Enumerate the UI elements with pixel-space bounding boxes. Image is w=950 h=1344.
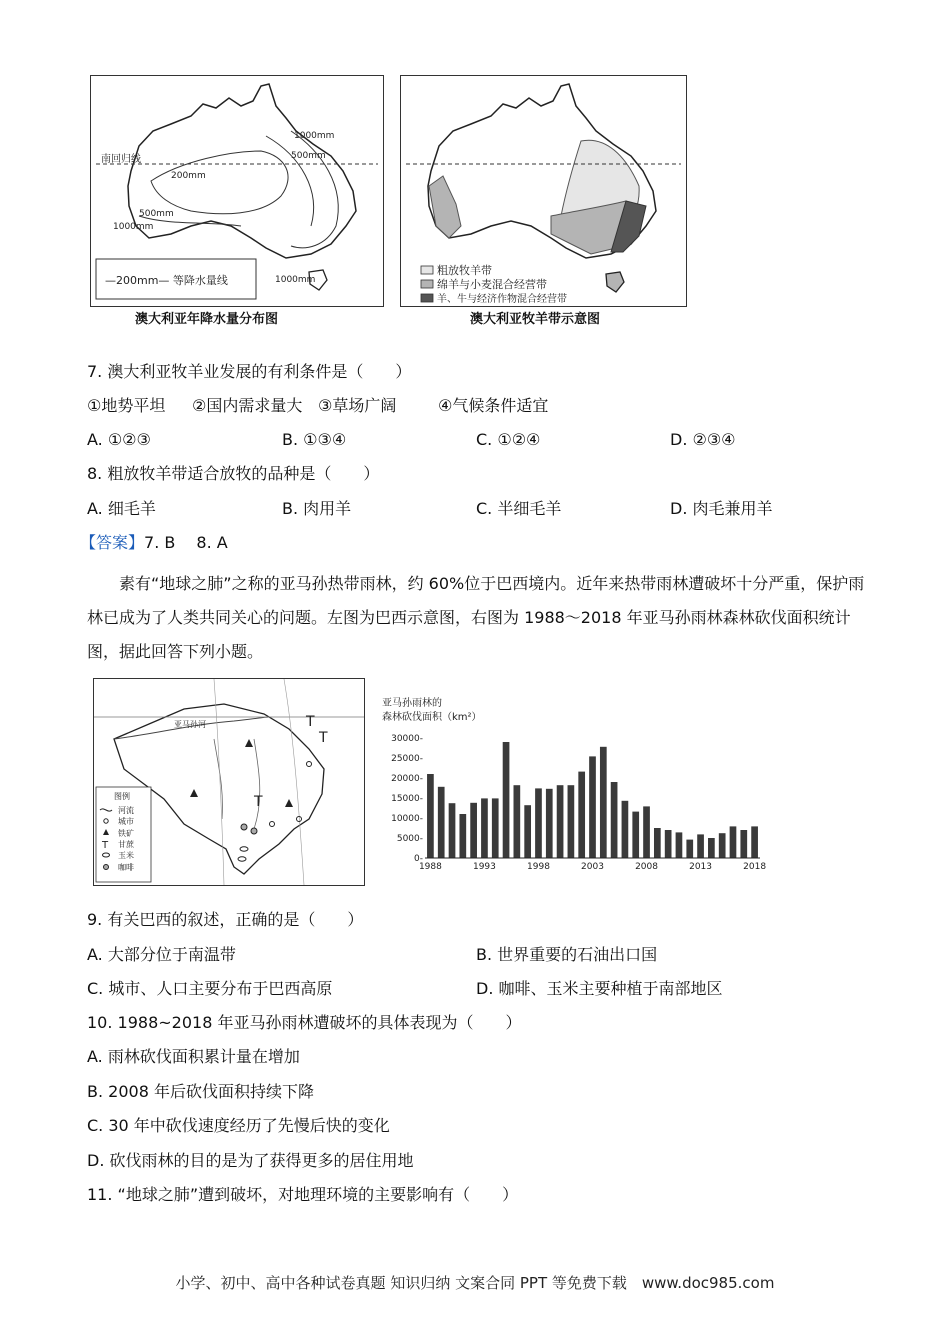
q10-option-c[interactable]: C. 30 年中砍伐速度经历了先慢后快的变化 xyxy=(87,1116,390,1135)
x-tick-label: 2008 xyxy=(635,862,658,872)
y-tick-label: 15000- xyxy=(391,794,423,804)
bar-2002 xyxy=(578,772,585,858)
bar-1991 xyxy=(459,814,466,858)
bar-2013 xyxy=(697,834,704,858)
brazil-map-svg xyxy=(94,679,364,885)
australia-sheep-caption: 澳大利亚牧羊带示意图 xyxy=(470,312,601,327)
q7-item: ③草场广阔 xyxy=(318,396,397,415)
bar-1998 xyxy=(535,788,542,858)
bar-1988 xyxy=(427,774,434,858)
q7-item: ②国内需求量大 xyxy=(192,396,303,415)
legend-swatch xyxy=(421,266,433,274)
q7-option-b[interactable]: B. ①③④ xyxy=(282,430,347,449)
sheep-legend-label: 羊、牛与经济作物混合经营带 xyxy=(437,294,567,305)
bar-2003 xyxy=(589,756,596,858)
brazil-legend-item: 铁矿 xyxy=(118,829,134,838)
sugarcane-icon: T xyxy=(319,730,328,746)
q9-option-d[interactable]: D. 咖啡、玉米主要种植于南部地区 xyxy=(476,979,723,998)
australia-rainfall-caption: 澳大利亚年降水量分布图 xyxy=(135,312,279,327)
iso-label: 1000mm xyxy=(275,275,316,285)
brazil-legend-item: 甘蔗 xyxy=(118,840,134,849)
q11-stem: 11. “地球之肺”遭到破坏，对地理环境的主要影响有（ ） xyxy=(87,1185,519,1204)
q8-option-b[interactable]: B. 肉用羊 xyxy=(282,499,352,518)
y-tick-label: 30000- xyxy=(391,734,423,744)
q10-stem: 10. 1988~2018 年亚马孙雨林遭破坏的具体表现为（ ） xyxy=(87,1013,522,1032)
q10-option-d[interactable]: D. 砍伐雨林的目的是为了获得更多的居住用地 xyxy=(87,1151,414,1170)
x-tick-label: 1998 xyxy=(527,862,550,872)
australia-rainfall-svg xyxy=(91,76,383,306)
bar-2008 xyxy=(643,806,650,858)
q10-option-a[interactable]: A. 雨林砍伐面积累计量在增加 xyxy=(87,1047,300,1066)
brazil-legend-item: 玉米 xyxy=(118,851,134,860)
bar-2014 xyxy=(708,838,715,858)
bar-2017 xyxy=(740,830,747,858)
bar-2005 xyxy=(611,782,618,858)
iso-label: 1000mm xyxy=(294,131,335,141)
iso-label: 1000mm xyxy=(113,222,154,232)
brazil-legend-item: 咖啡 xyxy=(118,863,134,872)
answer-tag: 【答案】 xyxy=(80,533,145,552)
iso-label: 500mm xyxy=(139,209,174,219)
q7-item: ①地势平坦 xyxy=(87,396,166,415)
coffee-icon xyxy=(251,828,257,834)
q7-item: ④气候条件适宜 xyxy=(438,396,549,415)
chart-title-line: 亚马孙雨林的 xyxy=(382,698,442,709)
legend-swatch xyxy=(421,280,433,288)
bar-1990 xyxy=(449,803,456,858)
q7-stem: 7. 澳大利亚牧羊业发展的有利条件是（ ） xyxy=(87,362,412,381)
y-tick-label: 5000- xyxy=(396,834,423,844)
bar-2001 xyxy=(568,785,575,858)
iso-label: 500mm xyxy=(291,151,326,161)
bar-1997 xyxy=(524,805,531,858)
bar-1995 xyxy=(503,742,510,858)
australia-rainfall-map xyxy=(90,75,384,307)
q9-option-c[interactable]: C. 城市、人口主要分布于巴西高原 xyxy=(87,979,333,998)
bar-2015 xyxy=(719,833,726,858)
x-tick-label: 2003 xyxy=(581,862,604,872)
q10-option-b[interactable]: B. 2008 年后砍伐面积持续下降 xyxy=(87,1082,314,1101)
chart-title-line: 森林砍伐面积（km²） xyxy=(382,712,482,723)
brazil-map xyxy=(93,678,365,886)
sugarcane-icon: T xyxy=(254,794,263,810)
deforestation-bar-chart xyxy=(370,690,770,880)
tropic-label: 南回归线 xyxy=(101,154,141,165)
q8-option-a[interactable]: A. 细毛羊 xyxy=(87,499,156,518)
bar-2016 xyxy=(730,826,737,858)
q9-stem: 9. 有关巴西的叙述，正确的是（ ） xyxy=(87,910,364,929)
bar-2012 xyxy=(686,840,693,858)
q8-option-c[interactable]: C. 半细毛羊 xyxy=(476,499,562,518)
bar-2007 xyxy=(632,812,639,858)
q7-option-c[interactable]: C. ①②④ xyxy=(476,430,541,449)
q9-option-b[interactable]: B. 世界重要的石油出口国 xyxy=(476,945,658,964)
rain-legend-text: —200mm— 等降水量线 xyxy=(105,274,228,287)
bar-2006 xyxy=(622,801,629,858)
x-tick-label: 2013 xyxy=(689,862,713,872)
sheep-legend-label: 粗放牧羊带 xyxy=(437,264,492,277)
iso-label: 200mm xyxy=(171,171,206,181)
sheep-legend-label: 绵羊与小麦混合经营带 xyxy=(437,278,547,291)
y-tick-label: 25000- xyxy=(391,754,423,764)
coffee-icon xyxy=(104,865,109,870)
bar-1996 xyxy=(514,785,521,858)
y-tick-label: 10000- xyxy=(391,814,423,824)
q8-option-d[interactable]: D. 肉毛兼用羊 xyxy=(670,499,773,518)
y-tick-label: 0- xyxy=(414,854,423,864)
bar-1989 xyxy=(438,787,445,858)
q8-stem: 8. 粗放牧羊带适合放牧的品种是（ ） xyxy=(87,464,380,483)
brazil-legend-item: 城市 xyxy=(118,817,134,826)
australia-sheep-map xyxy=(400,75,687,307)
bar-2004 xyxy=(600,747,607,858)
brazil-legend-item: 河流 xyxy=(118,806,134,815)
page-footer: 小学、初中、高中各种试卷真题 知识归纳 文案合同 PPT 等免费下载 www.doc985.com xyxy=(175,1274,775,1292)
bar-2010 xyxy=(665,830,672,858)
y-tick-label: 20000- xyxy=(391,774,423,784)
brazil-legend-title: 图例 xyxy=(114,792,130,801)
bar-1992 xyxy=(470,803,477,858)
x-tick-label: 1993 xyxy=(472,862,496,872)
q7-option-a[interactable]: A. ①②③ xyxy=(87,430,151,449)
bar-1999 xyxy=(546,789,553,858)
legend-swatch xyxy=(421,294,433,302)
sugarcane-icon: T xyxy=(102,840,109,851)
answer-text: 7. B 8. A xyxy=(144,533,228,552)
australia-sheep-svg xyxy=(401,76,686,306)
q9-option-a[interactable]: A. 大部分位于南温带 xyxy=(87,945,236,964)
bar-1994 xyxy=(492,798,499,858)
x-tick-label: 1988 xyxy=(418,862,442,872)
q7-option-d[interactable]: D. ②③④ xyxy=(670,430,736,449)
bar-2009 xyxy=(654,828,661,858)
answer-line xyxy=(80,533,228,553)
bar-2000 xyxy=(557,785,564,858)
bar-2018 xyxy=(751,826,758,858)
coffee-icon xyxy=(241,824,247,830)
bar-1993 xyxy=(481,798,488,858)
sugarcane-icon: T xyxy=(306,714,315,730)
river-label: 亚马孙河 xyxy=(174,720,206,729)
x-tick-label: 2018 xyxy=(743,862,767,872)
bar-2011 xyxy=(676,832,683,858)
passage: 素有“地球之肺”之称的亚马孙热带雨林，约 60%位于巴西境内。近年来热带雨林遭破坏十分严重，保护雨林已成为了人类共同关心的问题。左图为巴西示意图，右图为 1988～2018 年亚马孙雨林森林砍伐面积统计图，据此回答下列小题。 xyxy=(87,574,865,661)
